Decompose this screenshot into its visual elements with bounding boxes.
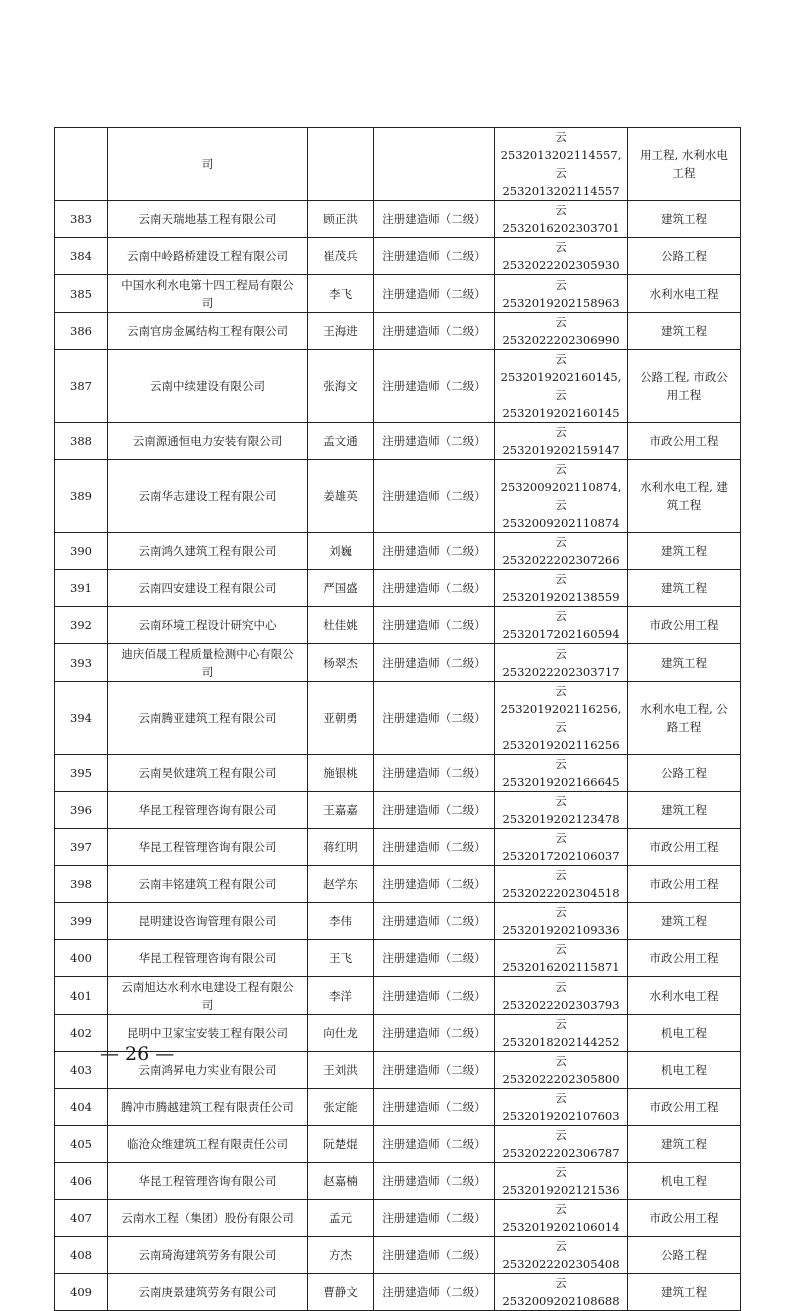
table-row: [55, 460, 741, 533]
cell-title: 注册建造师（二级）: [374, 201, 495, 238]
cell-title: 注册建造师（二级）: [374, 940, 495, 977]
table-row: [55, 1237, 741, 1274]
cell-cert: 云 2532017202160594: [495, 607, 628, 644]
cell-company: 云南鸿昇电力实业有限公司: [108, 1052, 308, 1089]
cell-cert: 云 2532022202305800: [495, 1052, 628, 1089]
table-row: [55, 1200, 741, 1237]
cell-title: 注册建造师（二级）: [374, 607, 495, 644]
table-row: [55, 423, 741, 460]
cell-company: 云南华志建设工程有限公司: [108, 460, 308, 533]
cell-title: 注册建造师（二级）: [374, 423, 495, 460]
cell-name: 姜雄英: [308, 460, 374, 533]
table-row: [55, 533, 741, 570]
cell-no: 393: [55, 644, 108, 682]
table-row: [55, 1126, 741, 1163]
cell-no: [55, 128, 108, 201]
cell-company: 昆明中卫家宝安装工程有限公司: [108, 1015, 308, 1052]
cell-name: 李伟: [308, 903, 374, 940]
cell-major: 建筑工程: [628, 313, 741, 350]
cell-major: 用工程, 水利水电 工程: [628, 128, 741, 201]
table-row: [55, 1163, 741, 1200]
cell-name: 曹静文: [308, 1274, 374, 1311]
cell-no: 408: [55, 1237, 108, 1274]
cell-company: 云南源通恒电力安装有限公司: [108, 423, 308, 460]
table-row: [55, 644, 741, 682]
cell-major: 市政公用工程: [628, 940, 741, 977]
cell-no: 400: [55, 940, 108, 977]
cell-no: 402: [55, 1015, 108, 1052]
cell-name: 张海文: [308, 350, 374, 423]
cell-cert: 云 2532022202304518: [495, 866, 628, 903]
cell-title: 注册建造师（二级）: [374, 1089, 495, 1126]
cell-no: 390: [55, 533, 108, 570]
table-row: [55, 238, 741, 275]
cell-major: 市政公用工程: [628, 1200, 741, 1237]
cell-title: 注册建造师（二级）: [374, 460, 495, 533]
cell-title: 注册建造师（二级）: [374, 977, 495, 1015]
cell-no: 404: [55, 1089, 108, 1126]
cell-company: 云南四安建设工程有限公司: [108, 570, 308, 607]
cell-name: 孟文通: [308, 423, 374, 460]
cell-company: 司: [108, 128, 308, 201]
cell-major: 机电工程: [628, 1015, 741, 1052]
table-row: [55, 977, 741, 1015]
cell-major: 机电工程: [628, 1052, 741, 1089]
cell-major: 市政公用工程: [628, 829, 741, 866]
cell-title: 注册建造师（二级）: [374, 792, 495, 829]
cell-name: 李洋: [308, 977, 374, 1015]
cell-company: 云南旭达水利水电建设工程有限公 司: [108, 977, 308, 1015]
cell-name: 亚朝勇: [308, 682, 374, 755]
cell-company: 云南中岭路桥建设工程有限公司: [108, 238, 308, 275]
cell-company: 云南鸿久建筑工程有限公司: [108, 533, 308, 570]
cell-major: 公路工程: [628, 755, 741, 792]
cell-major: 建筑工程: [628, 1126, 741, 1163]
cell-company: 云南琦海建筑劳务有限公司: [108, 1237, 308, 1274]
cell-major: 水利水电工程, 公 路工程: [628, 682, 741, 755]
cell-title: 注册建造师（二级）: [374, 350, 495, 423]
cell-cert: 云 2532022202305408: [495, 1237, 628, 1274]
cell-cert: 云 2532019202121536: [495, 1163, 628, 1200]
cell-name: 阮楚焜: [308, 1126, 374, 1163]
cell-no: 398: [55, 866, 108, 903]
table-row: [55, 866, 741, 903]
cell-company: 华昆工程管理咨询有限公司: [108, 829, 308, 866]
cell-major: 建筑工程: [628, 201, 741, 238]
cell-major: 市政公用工程: [628, 607, 741, 644]
cell-company: 云南水工程（集团）股份有限公司: [108, 1200, 308, 1237]
cell-cert: 云 2532009202108688: [495, 1274, 628, 1311]
cell-no: 401: [55, 977, 108, 1015]
cell-cert: 云 2532013202114557, 云 2532013202114557: [495, 128, 628, 201]
cell-name: 严国盛: [308, 570, 374, 607]
cell-title: 注册建造师（二级）: [374, 1052, 495, 1089]
cell-no: 407: [55, 1200, 108, 1237]
cell-major: 建筑工程: [628, 533, 741, 570]
cell-title: 注册建造师（二级）: [374, 1015, 495, 1052]
cell-cert: 云 2532022202305930: [495, 238, 628, 275]
table-row: [55, 570, 741, 607]
cell-major: 公路工程: [628, 238, 741, 275]
cell-cert: 云 2532018202144252: [495, 1015, 628, 1052]
cell-name: 蒋红明: [308, 829, 374, 866]
cell-name: 向仕龙: [308, 1015, 374, 1052]
cell-cert: 云 2532019202109336: [495, 903, 628, 940]
cell-cert: 云 2532019202116256, 云 2532019202116256: [495, 682, 628, 755]
cell-major: 建筑工程: [628, 792, 741, 829]
cell-major: 市政公用工程: [628, 866, 741, 903]
cell-major: 公路工程: [628, 1237, 741, 1274]
cell-name: 杨翠杰: [308, 644, 374, 682]
cell-title: 注册建造师（二级）: [374, 238, 495, 275]
cell-cert: 云 2532019202166645: [495, 755, 628, 792]
table-row: [55, 275, 741, 313]
cell-company: 云南环境工程设计研究中心: [108, 607, 308, 644]
cell-title: 注册建造师（二级）: [374, 1126, 495, 1163]
cell-name: 王刘洪: [308, 1052, 374, 1089]
cell-no: 397: [55, 829, 108, 866]
cell-company: 华昆工程管理咨询有限公司: [108, 1163, 308, 1200]
cell-major: 水利水电工程: [628, 275, 741, 313]
cell-cert: 云 2532017202106037: [495, 829, 628, 866]
cell-title: 注册建造师（二级）: [374, 866, 495, 903]
cell-no: 389: [55, 460, 108, 533]
cell-major: 建筑工程: [628, 570, 741, 607]
cell-no: 388: [55, 423, 108, 460]
cell-company: 腾冲市腾越建筑工程有限责任公司: [108, 1089, 308, 1126]
cell-name: 王飞: [308, 940, 374, 977]
cell-title: 注册建造师（二级）: [374, 903, 495, 940]
cell-title: 注册建造师（二级）: [374, 829, 495, 866]
registration-table: [54, 127, 741, 1311]
cell-cert: 云 2532019202123478: [495, 792, 628, 829]
cell-title: 注册建造师（二级）: [374, 755, 495, 792]
cell-title: [374, 128, 495, 201]
cell-major: 建筑工程: [628, 1274, 741, 1311]
cell-cert: 云 2532022202306787: [495, 1126, 628, 1163]
cell-company: 华昆工程管理咨询有限公司: [108, 940, 308, 977]
table-body: [55, 128, 741, 1311]
cell-no: 386: [55, 313, 108, 350]
cell-name: 方杰: [308, 1237, 374, 1274]
cell-company: 云南腾亚建筑工程有限公司: [108, 682, 308, 755]
cell-no: 396: [55, 792, 108, 829]
cell-no: 395: [55, 755, 108, 792]
cell-major: 建筑工程: [628, 644, 741, 682]
table-row: [55, 313, 741, 350]
cell-cert: 云 2532019202106014: [495, 1200, 628, 1237]
cell-company: 云南官房金属结构工程有限公司: [108, 313, 308, 350]
cell-cert: 云 2532022202303717: [495, 644, 628, 682]
cell-name: 王海进: [308, 313, 374, 350]
cell-major: 建筑工程: [628, 903, 741, 940]
cell-name: 张定能: [308, 1089, 374, 1126]
cell-cert: 云 2532009202110874, 云 2532009202110874: [495, 460, 628, 533]
cell-no: 394: [55, 682, 108, 755]
cell-no: 384: [55, 238, 108, 275]
cell-company: 云南庚景建筑劳务有限公司: [108, 1274, 308, 1311]
cell-name: 杜佳姚: [308, 607, 374, 644]
table-row: [55, 682, 741, 755]
cell-no: 387: [55, 350, 108, 423]
table-row: [55, 755, 741, 792]
cell-no: 392: [55, 607, 108, 644]
cell-name: 施银桃: [308, 755, 374, 792]
cell-name: 孟元: [308, 1200, 374, 1237]
cell-company: 云南天瑞地基工程有限公司: [108, 201, 308, 238]
cell-no: 385: [55, 275, 108, 313]
table-row: [55, 829, 741, 866]
cell-no: 406: [55, 1163, 108, 1200]
cell-no: 391: [55, 570, 108, 607]
cell-cert: 云 2532022202307266: [495, 533, 628, 570]
table-row: [55, 607, 741, 644]
cell-title: 注册建造师（二级）: [374, 1274, 495, 1311]
cell-title: 注册建造师（二级）: [374, 570, 495, 607]
cell-cert: 云 2532019202160145, 云 2532019202160145: [495, 350, 628, 423]
table-row: [55, 903, 741, 940]
table-row: [55, 128, 741, 201]
cell-cert: 云 2532019202159147: [495, 423, 628, 460]
cell-name: 李飞: [308, 275, 374, 313]
cell-no: 405: [55, 1126, 108, 1163]
cell-company: 中国水利水电第十四工程局有限公 司: [108, 275, 308, 313]
cell-no: 403: [55, 1052, 108, 1089]
cell-no: 383: [55, 201, 108, 238]
cell-title: 注册建造师（二级）: [374, 1163, 495, 1200]
cell-major: 机电工程: [628, 1163, 741, 1200]
cell-title: 注册建造师（二级）: [374, 682, 495, 755]
cell-cert: 云 2532022202306990: [495, 313, 628, 350]
cell-company: 云南昊佽建筑工程有限公司: [108, 755, 308, 792]
cell-cert: 云 2532019202107603: [495, 1089, 628, 1126]
cell-cert: 云 2532016202303701: [495, 201, 628, 238]
cell-major: 水利水电工程: [628, 977, 741, 1015]
cell-title: 注册建造师（二级）: [374, 313, 495, 350]
cell-name: 顾正洪: [308, 201, 374, 238]
cell-company: 云南中续建设有限公司: [108, 350, 308, 423]
page-number: — 26 —: [100, 1043, 175, 1065]
cell-cert: 云 2532016202115871: [495, 940, 628, 977]
cell-cert: 云 2532022202303793: [495, 977, 628, 1015]
table-row: [55, 1274, 741, 1311]
cell-title: 注册建造师（二级）: [374, 1237, 495, 1274]
table-row: [55, 350, 741, 423]
cell-company: 昆明建设咨询管理有限公司: [108, 903, 308, 940]
cell-title: 注册建造师（二级）: [374, 275, 495, 313]
cell-company: 迪庆佰晟工程质量检测中心有限公 司: [108, 644, 308, 682]
cell-major: 水利水电工程, 建 筑工程: [628, 460, 741, 533]
cell-company: 临沧众维建筑工程有限责任公司: [108, 1126, 308, 1163]
cell-title: 注册建造师（二级）: [374, 533, 495, 570]
cell-company: 云南丰铭建筑工程有限公司: [108, 866, 308, 903]
cell-major: 公路工程, 市政公 用工程: [628, 350, 741, 423]
table-row: [55, 792, 741, 829]
cell-name: 刘巍: [308, 533, 374, 570]
cell-name: 赵学东: [308, 866, 374, 903]
table-row: [55, 940, 741, 977]
cell-title: 注册建造师（二级）: [374, 644, 495, 682]
cell-title: 注册建造师（二级）: [374, 1200, 495, 1237]
cell-name: 崔茂兵: [308, 238, 374, 275]
cell-major: 市政公用工程: [628, 423, 741, 460]
cell-company: 华昆工程管理咨询有限公司: [108, 792, 308, 829]
cell-major: 市政公用工程: [628, 1089, 741, 1126]
cell-no: 409: [55, 1274, 108, 1311]
cell-cert: 云 2532019202158963: [495, 275, 628, 313]
table-row: [55, 1089, 741, 1126]
cell-no: 399: [55, 903, 108, 940]
table-row: [55, 201, 741, 238]
cell-cert: 云 2532019202138559: [495, 570, 628, 607]
cell-name: 王嘉嘉: [308, 792, 374, 829]
cell-name: 赵嘉楠: [308, 1163, 374, 1200]
cell-name: [308, 128, 374, 201]
